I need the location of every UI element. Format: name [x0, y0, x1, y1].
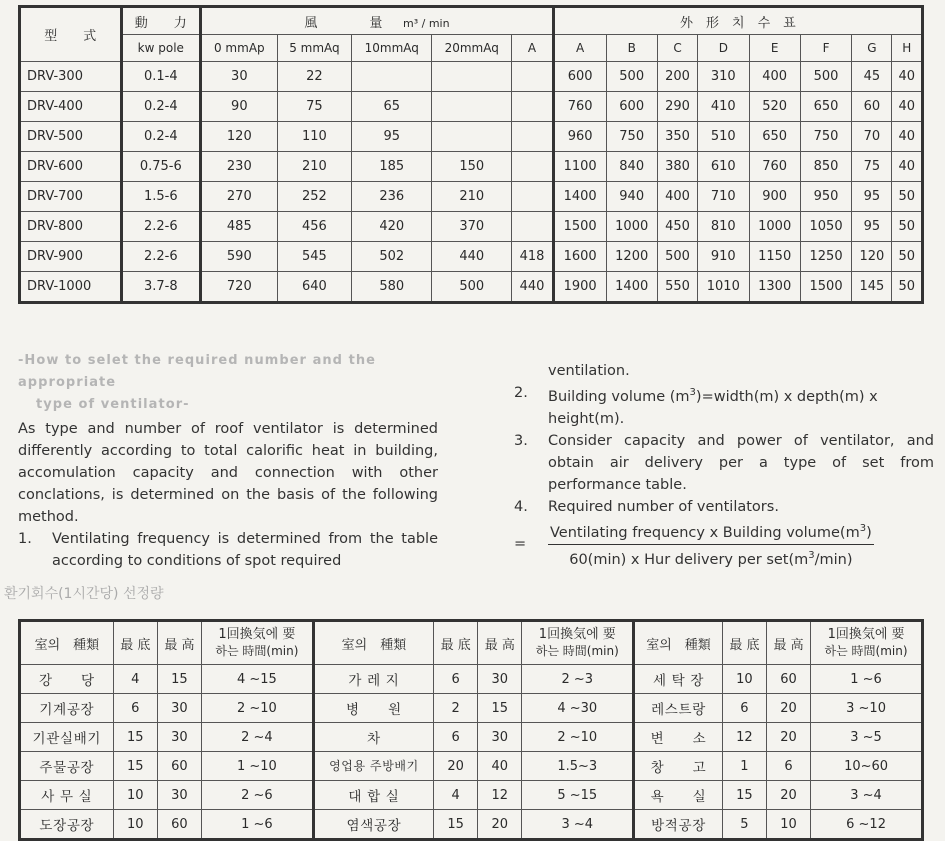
air-cell: [432, 122, 512, 152]
dim-cell: 95: [852, 182, 892, 212]
max-cell: 40: [478, 752, 522, 781]
power-cell: 0.1-4: [121, 62, 201, 92]
dim-cell: 350: [657, 122, 697, 152]
dim-cell: 1100: [553, 152, 606, 182]
spec-row: [20, 182, 923, 212]
dim-col-7: H: [892, 35, 923, 62]
dim-cell: 710: [698, 182, 749, 212]
dim-cell: 650: [749, 122, 800, 152]
air-cell: [352, 62, 432, 92]
air-cell: 210: [277, 152, 352, 182]
numerator-close: ): [866, 524, 872, 541]
howto-item-2: [514, 382, 934, 430]
air-cell: 720: [201, 272, 277, 303]
rate-row: [20, 781, 923, 810]
rate-row: [20, 752, 923, 781]
air-cell: 590: [201, 242, 277, 272]
dim-cell: 940: [606, 182, 657, 212]
model-cell: DRV-500: [20, 122, 122, 152]
formula-equals: =: [514, 536, 527, 553]
room-type-cell: 욕 실: [634, 781, 723, 810]
header-time-line2: 하는 時間(min): [215, 644, 299, 658]
min-cell: 15: [434, 810, 478, 840]
air-cell: [432, 62, 512, 92]
header-air: [201, 7, 554, 35]
time-cell: 1 ~10: [201, 752, 313, 781]
model-cell: DRV-900: [20, 242, 122, 272]
dim-cell: 1250: [800, 242, 851, 272]
dim-cell: 400: [657, 182, 697, 212]
max-cell: 6: [766, 752, 810, 781]
dim-col-5: F: [800, 35, 851, 62]
item-text: Consider capacity and power of ventilator, and obtain air delivery per a type of set from performance table.: [548, 432, 934, 493]
header-min: 最 底: [113, 621, 157, 665]
max-cell: 30: [157, 781, 201, 810]
air-cell: 252: [277, 182, 352, 212]
max-cell: 30: [478, 723, 522, 752]
room-type-cell: 변 소: [634, 723, 723, 752]
room-type-cell: 대 합 실: [313, 781, 433, 810]
max-cell: 60: [157, 810, 201, 840]
spec-row: [20, 122, 923, 152]
dim-cell: 1300: [749, 272, 800, 303]
time-cell: 4 ~15: [201, 665, 313, 694]
dim-cell: 45: [852, 62, 892, 92]
dim-cell: 1050: [800, 212, 851, 242]
room-type-cell: 사 무 실: [20, 781, 114, 810]
header-room-type: 室의 種類: [20, 621, 114, 665]
power-cell: 3.7-8: [121, 272, 201, 303]
dim-cell: 50: [892, 182, 923, 212]
min-cell: 6: [722, 694, 766, 723]
room-type-cell: 병 원: [313, 694, 433, 723]
howto-heading: [18, 350, 438, 416]
header-air-unit: m³ / min: [403, 16, 450, 30]
air-cell: 370: [432, 212, 512, 242]
air-cell: 150: [432, 152, 512, 182]
model-cell: DRV-800: [20, 212, 122, 242]
dim-cell: 960: [553, 122, 606, 152]
room-type-cell: 기관실배기: [20, 723, 114, 752]
air-cell: [512, 92, 554, 122]
air-cell: 500: [432, 272, 512, 303]
header-max: 最 高: [478, 621, 522, 665]
howto-item-1-continued: ventilation.: [548, 363, 630, 379]
header-room-type: 室의 種類: [634, 621, 723, 665]
air-cell: 640: [277, 272, 352, 303]
dim-cell: 900: [749, 182, 800, 212]
power-cell: 2.2-6: [121, 242, 201, 272]
min-cell: 15: [722, 781, 766, 810]
item-text: [548, 382, 934, 430]
dim-cell: 610: [698, 152, 749, 182]
min-cell: 6: [434, 665, 478, 694]
air-cell: [512, 152, 554, 182]
air-cell: 236: [352, 182, 432, 212]
dim-cell: 50: [892, 212, 923, 242]
spec-row: [20, 62, 923, 92]
air-cell: [512, 182, 554, 212]
header-power: 動 力: [121, 7, 201, 35]
room-type-cell: 염색공장: [313, 810, 433, 840]
time-cell: 5 ~15: [522, 781, 634, 810]
air-cell: 420: [352, 212, 432, 242]
air-cell: 440: [432, 242, 512, 272]
dim-cell: 95: [852, 212, 892, 242]
time-cell: 2 ~6: [201, 781, 313, 810]
max-cell: 30: [478, 665, 522, 694]
item2-text-a: Building volume (m: [548, 388, 690, 405]
howto-heading-line1: -How to selet the required number and the appropriate: [18, 353, 376, 390]
dim-cell: 600: [553, 62, 606, 92]
spec-row: [20, 242, 923, 272]
room-type-cell: 기계공장: [20, 694, 114, 723]
item-number: 3.: [514, 432, 528, 449]
air-cell: 545: [277, 242, 352, 272]
dim-cell: 1500: [553, 212, 606, 242]
header-time-line1: 1回換気에 要: [827, 627, 905, 642]
dim-cell: 500: [800, 62, 851, 92]
air-cell: 456: [277, 212, 352, 242]
room-type-cell: 차: [313, 723, 433, 752]
header-time-line1: 1回換気에 要: [218, 627, 296, 642]
air-cell: 90: [201, 92, 277, 122]
dim-cell: 550: [657, 272, 697, 303]
dim-cell: 145: [852, 272, 892, 303]
header-time-line1: 1回換気에 要: [538, 627, 616, 642]
dim-cell: 910: [698, 242, 749, 272]
dim-cell: 520: [749, 92, 800, 122]
air-cell: 440: [512, 272, 554, 303]
dim-col-2: C: [657, 35, 697, 62]
room-type-cell: 레스트랑: [634, 694, 723, 723]
dim-cell: 400: [749, 62, 800, 92]
time-cell: 3 ~10: [811, 694, 923, 723]
min-cell: 6: [434, 723, 478, 752]
dim-cell: 120: [852, 242, 892, 272]
max-cell: 30: [157, 694, 201, 723]
numerator-text: Ventilating frequency x Building volume(m: [550, 524, 860, 541]
air-cell: 120: [201, 122, 277, 152]
rate-row: [20, 810, 923, 840]
max-cell: 20: [766, 723, 810, 752]
min-cell: 4: [434, 781, 478, 810]
rate-row: [20, 694, 923, 723]
dim-col-4: E: [749, 35, 800, 62]
spec-row: [20, 152, 923, 182]
header-room-type: 室의 種類: [313, 621, 433, 665]
dim-cell: 1900: [553, 272, 606, 303]
dim-cell: 1000: [606, 212, 657, 242]
air-cell: 230: [201, 152, 277, 182]
min-cell: 1: [722, 752, 766, 781]
howto-paragraph: As type and number of roof ventilator is determined differently according to total calorific heat in building, accomulation capacity and connection with other conclations, is determined on the basis of the following method.: [18, 421, 438, 525]
air-col-1: 5 mmAq: [277, 35, 352, 62]
dim-col-1: B: [606, 35, 657, 62]
max-cell: 20: [766, 781, 810, 810]
howto-heading-line2: type of ventilator-: [36, 397, 190, 412]
formula-numerator: [548, 518, 874, 545]
dim-cell: 50: [892, 242, 923, 272]
min-cell: 15: [113, 723, 157, 752]
dim-col-3: D: [698, 35, 749, 62]
time-cell: 1 ~6: [201, 810, 313, 840]
air-cell: 418: [512, 242, 554, 272]
air-cell: 210: [432, 182, 512, 212]
dim-cell: 410: [698, 92, 749, 122]
air-cell: [512, 62, 554, 92]
header-time: [201, 621, 313, 665]
dim-cell: 500: [657, 242, 697, 272]
air-cell: 485: [201, 212, 277, 242]
max-cell: 60: [157, 752, 201, 781]
model-cell: DRV-300: [20, 62, 122, 92]
howto-left: [18, 350, 438, 572]
model-cell: DRV-600: [20, 152, 122, 182]
header-time-line2: 하는 時間(min): [824, 644, 908, 658]
min-cell: 10: [113, 781, 157, 810]
air-col-3: 20mmAq: [432, 35, 512, 62]
dim-cell: 510: [698, 122, 749, 152]
spec-row: [20, 92, 923, 122]
dim-cell: 380: [657, 152, 697, 182]
dim-cell: 60: [852, 92, 892, 122]
dim-cell: 70: [852, 122, 892, 152]
item-text: Ventilating frequency is determined from the table according to conditions of spot required: [52, 531, 438, 569]
spec-table: [18, 5, 924, 304]
rate-row: [20, 723, 923, 752]
dim-cell: 450: [657, 212, 697, 242]
dim-cell: 310: [698, 62, 749, 92]
formula-denominator: [567, 545, 854, 571]
header-max: 最 高: [766, 621, 810, 665]
header-dims: 外 形 치 수 표: [553, 7, 922, 35]
dim-col-6: G: [852, 35, 892, 62]
dim-cell: 1010: [698, 272, 749, 303]
max-cell: 60: [766, 665, 810, 694]
air-cell: 22: [277, 62, 352, 92]
time-cell: 3 ~4: [522, 810, 634, 840]
air-cell: [432, 92, 512, 122]
min-cell: 12: [722, 723, 766, 752]
header-min: 最 底: [434, 621, 478, 665]
denominator-text: 60(min) x Hur delivery per set(m: [569, 551, 809, 568]
dim-cell: 650: [800, 92, 851, 122]
air-col-4: A: [512, 35, 554, 62]
power-cell: 1.5-6: [121, 182, 201, 212]
air-cell: 65: [352, 92, 432, 122]
header-kwpole: kw pole: [121, 35, 201, 62]
spec-row: [20, 212, 923, 242]
dim-cell: 40: [892, 92, 923, 122]
header-min: 最 底: [722, 621, 766, 665]
time-cell: 2 ~3: [522, 665, 634, 694]
time-cell: 1.5~3: [522, 752, 634, 781]
header-model: 型 式: [20, 7, 122, 62]
min-cell: 10: [722, 665, 766, 694]
dim-cell: 290: [657, 92, 697, 122]
dim-cell: 810: [698, 212, 749, 242]
time-cell: 1 ~6: [811, 665, 923, 694]
dim-cell: 1400: [606, 272, 657, 303]
air-cell: [512, 122, 554, 152]
time-cell: 10~60: [811, 752, 923, 781]
header-air-label: 風 量: [304, 15, 383, 31]
item2-text-b: )=width(m) x depth(m) x height(m).: [548, 388, 878, 427]
power-cell: 0.2-4: [121, 122, 201, 152]
air-cell: 580: [352, 272, 432, 303]
dim-cell: 1200: [606, 242, 657, 272]
superscript: 3: [859, 522, 867, 534]
max-cell: 15: [478, 694, 522, 723]
dim-cell: 40: [892, 122, 923, 152]
time-cell: 3 ~4: [811, 781, 923, 810]
room-type-cell: 방적공장: [634, 810, 723, 840]
dim-cell: 1000: [749, 212, 800, 242]
header-time: [811, 621, 923, 665]
air-cell: 185: [352, 152, 432, 182]
model-cell: DRV-400: [20, 92, 122, 122]
denominator-close: /min): [814, 551, 853, 568]
min-cell: 20: [434, 752, 478, 781]
air-col-0: 0 mmAp: [201, 35, 277, 62]
section-title: 환기회수(1시간당) 선정량: [4, 586, 164, 602]
howto-item-1: [18, 528, 438, 572]
air-cell: 110: [277, 122, 352, 152]
max-cell: 20: [478, 810, 522, 840]
spec-row: [20, 272, 923, 303]
item-number: 1.: [18, 531, 32, 547]
min-cell: 15: [113, 752, 157, 781]
dim-cell: 200: [657, 62, 697, 92]
air-cell: 75: [277, 92, 352, 122]
rate-row: [20, 665, 923, 694]
rate-table: [18, 619, 924, 841]
min-cell: 5: [722, 810, 766, 840]
max-cell: 20: [766, 694, 810, 723]
min-cell: 4: [113, 665, 157, 694]
time-cell: 2 ~10: [522, 723, 634, 752]
power-cell: 0.75-6: [121, 152, 201, 182]
room-type-cell: 강 당: [20, 665, 114, 694]
superscript: 3: [689, 387, 696, 398]
time-cell: 2 ~4: [201, 723, 313, 752]
max-cell: 12: [478, 781, 522, 810]
superscript: 3: [808, 549, 815, 561]
model-cell: DRV-1000: [20, 272, 122, 303]
dim-cell: 1600: [553, 242, 606, 272]
formula: [514, 518, 934, 571]
room-type-cell: 세 탁 장: [634, 665, 723, 694]
power-cell: 0.2-4: [121, 92, 201, 122]
air-cell: 270: [201, 182, 277, 212]
dim-cell: 1500: [800, 272, 851, 303]
dim-cell: 950: [800, 182, 851, 212]
dim-cell: 1150: [749, 242, 800, 272]
dim-cell: 1400: [553, 182, 606, 212]
room-type-cell: 가 레 지: [313, 665, 433, 694]
howto-item-4: [514, 496, 934, 518]
max-cell: 30: [157, 723, 201, 752]
room-type-cell: 창 고: [634, 752, 723, 781]
min-cell: 10: [113, 810, 157, 840]
howto-item-3: [514, 430, 934, 496]
dim-cell: 500: [606, 62, 657, 92]
dim-col-0: A: [553, 35, 606, 62]
max-cell: 15: [157, 665, 201, 694]
time-cell: 2 ~10: [201, 694, 313, 723]
dim-cell: 840: [606, 152, 657, 182]
room-type-cell: 영업용 주방배기: [313, 752, 433, 781]
room-type-cell: 주물공장: [20, 752, 114, 781]
min-cell: 6: [113, 694, 157, 723]
item-number: 2.: [514, 385, 528, 401]
time-cell: 6 ~12: [811, 810, 923, 840]
howto-right: [514, 360, 934, 570]
max-cell: 10: [766, 810, 810, 840]
time-cell: 4 ~30: [522, 694, 634, 723]
dim-cell: 760: [553, 92, 606, 122]
air-cell: 502: [352, 242, 432, 272]
header-time-line2: 하는 時間(min): [535, 644, 619, 658]
dim-cell: 75: [852, 152, 892, 182]
item-text: Required number of ventilators.: [548, 498, 779, 515]
air-col-2: 10mmAq: [352, 35, 432, 62]
min-cell: 2: [434, 694, 478, 723]
dim-cell: 750: [800, 122, 851, 152]
header-max: 最 高: [157, 621, 201, 665]
dim-cell: 760: [749, 152, 800, 182]
item-number: 4.: [514, 498, 528, 515]
power-cell: 2.2-6: [121, 212, 201, 242]
dim-cell: 600: [606, 92, 657, 122]
air-cell: 95: [352, 122, 432, 152]
dim-cell: 40: [892, 152, 923, 182]
air-cell: 30: [201, 62, 277, 92]
header-time: [522, 621, 634, 665]
dim-cell: 40: [892, 62, 923, 92]
room-type-cell: 도장공장: [20, 810, 114, 840]
time-cell: 3 ~5: [811, 723, 923, 752]
dim-cell: 50: [892, 272, 923, 303]
dim-cell: 850: [800, 152, 851, 182]
model-cell: DRV-700: [20, 182, 122, 212]
formula-fraction: [548, 518, 874, 571]
dim-cell: 750: [606, 122, 657, 152]
air-cell: [512, 212, 554, 242]
